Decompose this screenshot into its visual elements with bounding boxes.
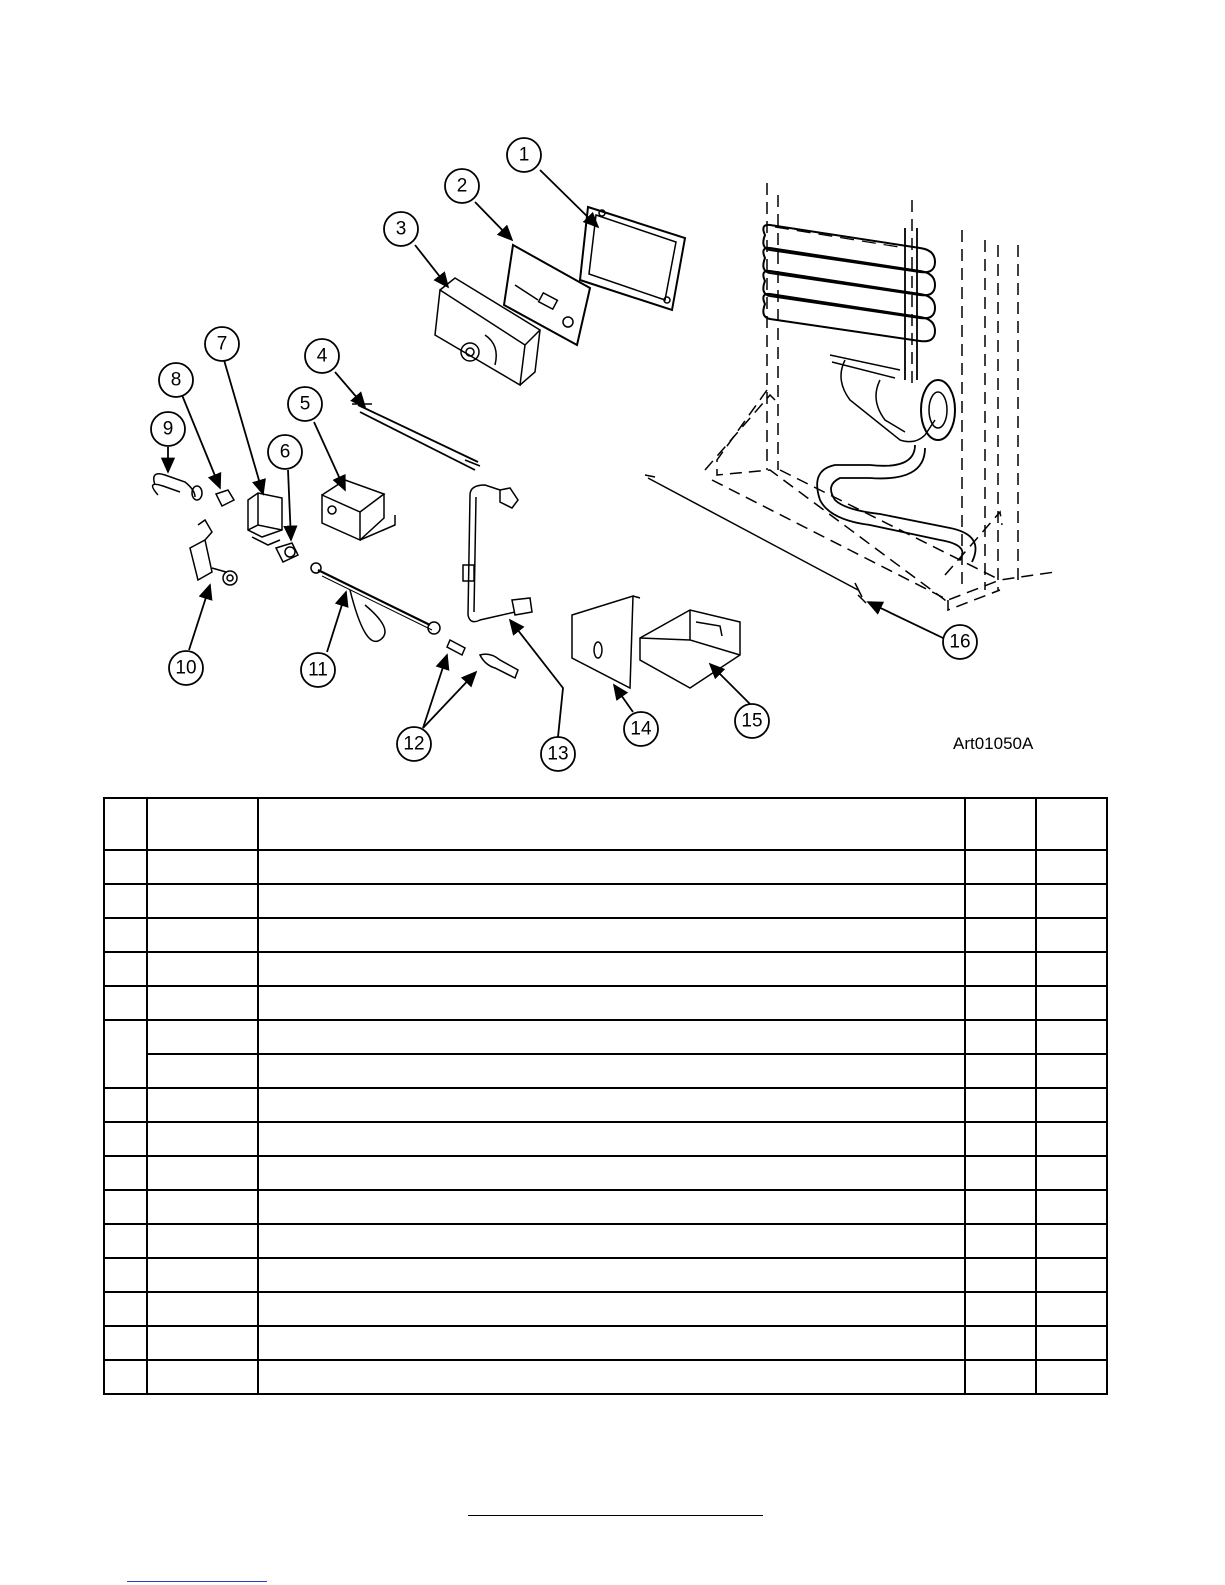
table-cell [258,1360,965,1394]
table-cell [1036,850,1107,884]
table-cell [258,1020,965,1054]
table-cell [965,1326,1036,1360]
table-cell [104,1292,147,1326]
callout-number: 2 [456,175,468,197]
table-cell [1036,1326,1107,1360]
table-cell [104,884,147,918]
header-col5-cell [1036,798,1107,850]
callout-number: 6 [279,441,291,463]
table-cell [258,1326,965,1360]
exploded-parts-diagram [0,0,1225,790]
table-cell [104,1122,147,1156]
table-row [104,952,1107,986]
table-cell [965,1224,1036,1258]
table-cell [965,1054,1036,1088]
callout-number: 14 [630,718,652,740]
table-cell [147,1360,258,1394]
table-cell [1036,986,1107,1020]
callout-number: 9 [162,418,174,440]
table-cell [965,1020,1036,1054]
callout-number: 13 [547,743,569,765]
table-cell [258,1190,965,1224]
part-illustrations [153,207,866,688]
table-cell [965,1292,1036,1326]
table-row [104,1258,1107,1292]
table-cell [965,884,1036,918]
table-cell [104,1326,147,1360]
art-code-label: Art01050A [953,734,1034,753]
table-cell [104,952,147,986]
table-row [104,850,1107,884]
callout-number: 10 [175,657,197,679]
table-cell [104,986,147,1020]
footer-link-underline[interactable] [127,1581,267,1582]
table-cell [1036,1088,1107,1122]
table-row [104,1054,1107,1088]
table-cell [1036,952,1107,986]
table-cell [258,884,965,918]
table-cell [1036,884,1107,918]
table-cell [104,918,147,952]
table-cell [104,1258,147,1292]
header-description-cell [258,798,965,850]
callout-number: 5 [299,393,311,415]
table-cell [965,1190,1036,1224]
table-cell [104,1156,147,1190]
table-cell [258,918,965,952]
table-cell [147,952,258,986]
table-row [104,1360,1107,1394]
table-row [104,1088,1107,1122]
callout-number: 7 [216,333,228,355]
callout-number: 15 [741,710,763,732]
table-row [104,986,1107,1020]
table-cell [147,884,258,918]
table-cell [147,1122,258,1156]
table-row [104,1326,1107,1360]
table-cell [1036,918,1107,952]
table-cell [1036,1020,1107,1054]
callout-number: 1 [518,144,530,166]
table-row [104,884,1107,918]
callout-number: 12 [403,733,425,755]
table-row [104,1156,1107,1190]
table-cell [147,1088,258,1122]
table-cell [258,952,965,986]
table-cell [258,1258,965,1292]
table-cell [258,986,965,1020]
callout-number: 16 [949,631,971,653]
table-cell [1036,1292,1107,1326]
table-cell [965,1156,1036,1190]
table-cell [965,986,1036,1020]
table-cell [147,1190,258,1224]
table-row [104,1224,1107,1258]
table-cell [965,1088,1036,1122]
table-cell [965,1122,1036,1156]
header-part-number-cell [147,798,258,850]
table-cell [147,1054,258,1088]
table-cell [104,850,147,884]
table-row [104,918,1107,952]
table-cell [147,1020,258,1054]
table-cell-merged [104,1020,147,1088]
header-col4-cell [965,798,1036,850]
table-cell [965,952,1036,986]
table-header-row [104,798,1107,850]
table-cell [104,1360,147,1394]
table-cell [965,850,1036,884]
table-cell [1036,1156,1107,1190]
table-row [104,1292,1107,1326]
table-cell [104,1088,147,1122]
table-cell [1036,1224,1107,1258]
callouts [151,138,977,771]
footer-rule [468,1515,763,1516]
header-item-cell [104,798,147,850]
table-cell [1036,1190,1107,1224]
table-cell [147,1292,258,1326]
table-cell [258,1156,965,1190]
table-cell [258,1292,965,1326]
table-cell [258,1122,965,1156]
table-cell [258,1054,965,1088]
parts-table [103,797,1108,1395]
table-cell [104,1190,147,1224]
table-row [104,1020,1107,1054]
callout-number: 4 [316,345,328,367]
table-cell [104,1224,147,1258]
callout-number: 11 [308,659,328,681]
table-cell [1036,1054,1107,1088]
table-cell [965,1258,1036,1292]
table-cell [147,1326,258,1360]
cooling-unit-illustration [705,183,1055,610]
table-cell [258,850,965,884]
table-cell [258,1224,965,1258]
callout-number: 8 [170,369,182,391]
table-cell [147,1224,258,1258]
table-cell [147,1156,258,1190]
table-cell [965,1360,1036,1394]
table-row [104,1122,1107,1156]
table-cell [147,1258,258,1292]
table-cell [147,850,258,884]
table-row [104,1190,1107,1224]
table-cell [1036,1258,1107,1292]
callout-number: 3 [395,218,407,240]
table-cell [965,918,1036,952]
table-cell [147,986,258,1020]
table-cell [1036,1122,1107,1156]
table-cell [147,918,258,952]
table-cell [258,1088,965,1122]
table-cell [1036,1360,1107,1394]
